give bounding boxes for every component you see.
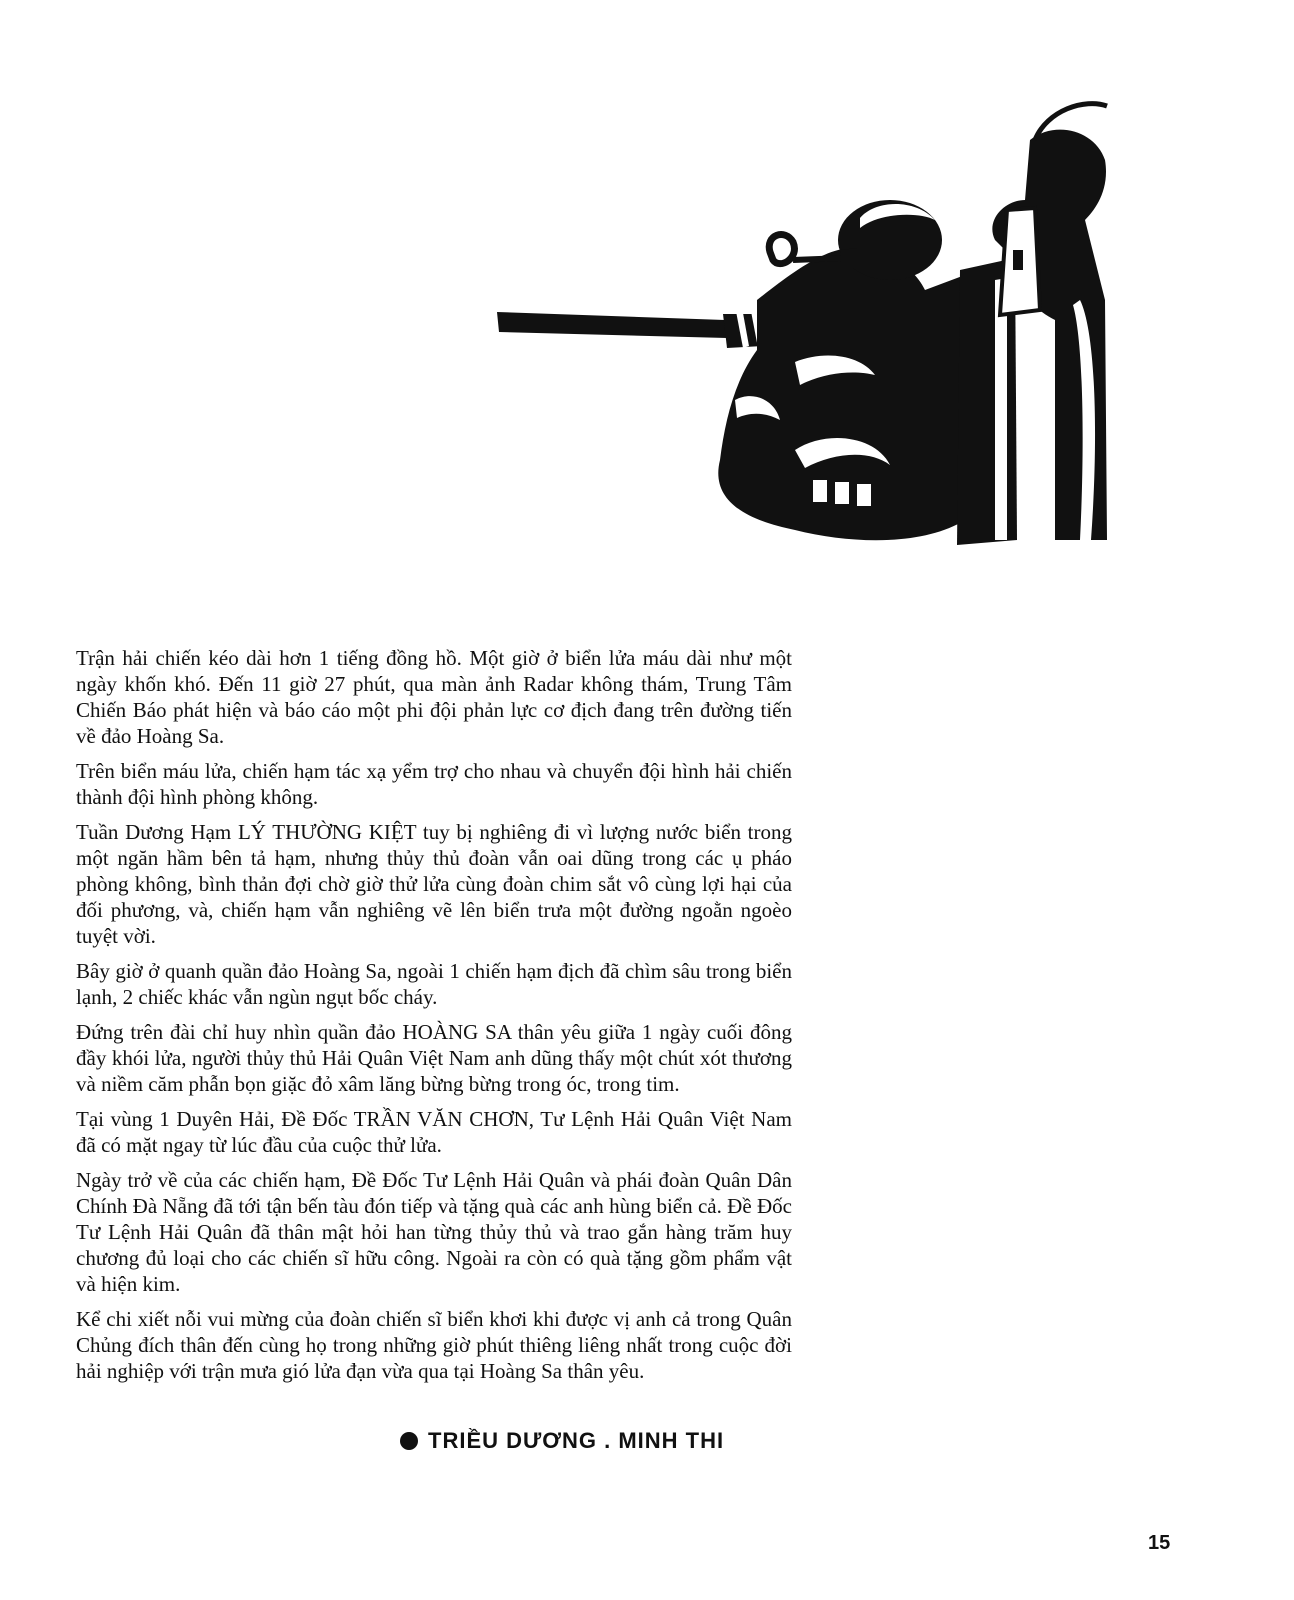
article-paragraph: Trận hải chiến kéo dài hơn 1 tiếng đồng hồ. Một giờ ở biển lửa máu dài như một ngày khốn khó. Đến 11 giờ 27 phút, qua màn ảnh Radar không thám, Trung Tâm Chiến Báo phát hiện và báo cáo một phi đội phản lực cơ địch đang trên đường tiến về đảo Hoàng Sa.	[76, 646, 792, 748]
article-paragraph: Trên biển máu lửa, chiến hạm tác xạ yểm trợ cho nhau và chuyển đội hình hải chiến thành đội hình phòng không.	[76, 759, 792, 809]
article-paragraph: Tuần Dương Hạm LÝ THƯỜNG KIỆT tuy bị nghiêng đi vì lượng nước biển trong một ngăn hầm bên tả hạm, nhưng thủy thủ đoàn vẫn oai dũng trong các ụ pháo phòng không, bình thản đợi chờ giờ thử lửa cùng đoàn chim sắt vô cùng lợi hại của đối phương, và, chiến hạm vẫn nghiêng vẽ lên biển trưa một đường ngoằn ngoèo tuyệt vời.	[76, 820, 792, 948]
article-paragraph: Đứng trên đài chỉ huy nhìn quần đảo HOÀNG SA thân yêu giữa 1 ngày cuối đông đầy khói lửa, người thủy thủ Hải Quân Việt Nam anh dũng thấy một chút xót thương và niềm căm phẫn bọn giặc đỏ xâm lăng bừng bừng trong óc, trong tim.	[76, 1020, 792, 1096]
article-paragraph: Bây giờ ở quanh quần đảo Hoàng Sa, ngoài 1 chiến hạm địch đã chìm sâu trong biển lạnh, 2 chiếc khác vẫn ngùn ngụt bốc cháy.	[76, 959, 792, 1009]
article-paragraph: Kể chi xiết nỗi vui mừng của đoàn chiến sĩ biển khơi khi được vị anh cả trong Quân Chủng đích thân đến cùng họ trong những giờ phút thiêng liêng nhất trong cuộc đời hải nghiệp với trận mưa gió lửa đạn vừa qua tại Hoàng Sa thân yêu.	[76, 1307, 792, 1383]
article-paragraph: Tại vùng 1 Duyên Hải, Đề Đốc TRẦN VĂN CHƠN, Tư Lệnh Hải Quân Việt Nam đã có mặt ngay từ lúc đầu của cuộc thử lửa.	[76, 1107, 792, 1157]
sailor-gunner-illustration	[495, 100, 1125, 550]
article-body	[76, 645, 792, 1393]
page-number: 15	[1148, 1532, 1171, 1554]
article-paragraph: Ngày trở về của các chiến hạm, Đề Đốc Tư Lệnh Hải Quân và phái đoàn Quân Dân Chính Đà Nẵng đã tới tận bến tàu đón tiếp và tặng quà các anh hùng biển cả. Đề Đốc Tư Lệnh Hải Quân đã thân mật hỏi han từng thủy thủ và trao gắn hàng trăm huy chương đủ loại cho các chiến sĩ hữu công. Ngoài ra còn có quà tặng gồm phẩm vật và hiện kim.	[76, 1168, 792, 1296]
bullet-icon	[400, 1432, 418, 1450]
author-byline	[400, 1428, 724, 1454]
author-names: TRIỀU DƯƠNG . MINH THI	[428, 1428, 725, 1453]
